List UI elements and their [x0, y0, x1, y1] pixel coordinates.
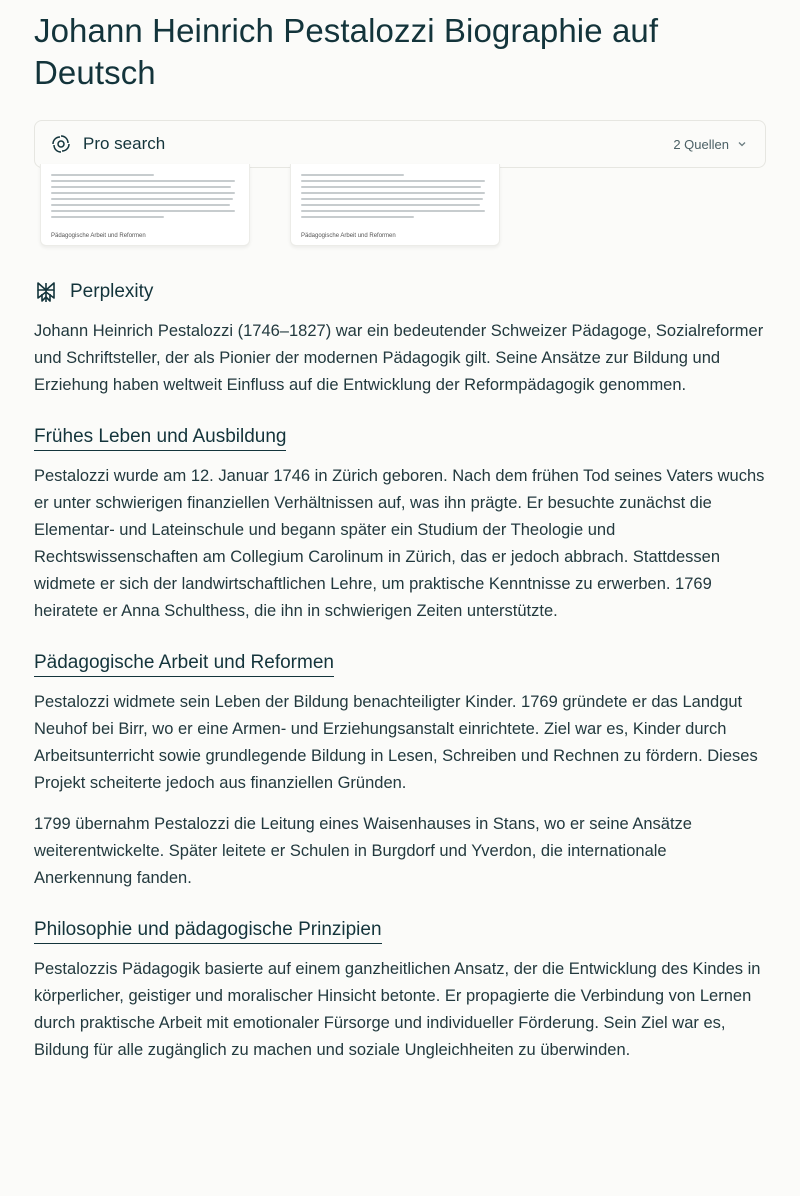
section-early-life: [34, 425, 766, 625]
section-paragraph: Pestalozzis Pädagogik basierte auf einem ganzheitlichen Ansatz, der die Entwicklung des Kindes in körperlicher, geistiger und moralischer Hinsicht betonte. Er propagierte die Verbindung von Lernen durch praktische Arbeit mit emotionaler Fürsorge und individueller Förderung. Sein Ziel war es, Bildung für alle zugänglich zu machen und soziale Ungleichheiten zu überwinden.: [34, 960, 761, 1059]
pro-search-icon: [51, 133, 73, 155]
pro-search-label: Pro search: [83, 134, 166, 153]
section-philosophy: [34, 918, 766, 1064]
pro-search-bar[interactable]: [34, 120, 766, 168]
source-thumbnail[interactable]: [290, 164, 500, 246]
page-title: Johann Heinrich Pestalozzi Biographie auf Deutsch: [34, 12, 659, 91]
intro-paragraph: Johann Heinrich Pestalozzi (1746–1827) war ein bedeutender Schweizer Pädagoge, Sozialreformer und Schriftsteller, der als Pionier der modernen Pädagogik gilt. Seine Ansätze zur Bildung und Erziehung haben weltweit Einfluss auf die Entwicklung der Reformpädagogik genommen.: [34, 322, 764, 394]
section-paragraph: Pestalozzi widmete sein Leben der Bildung benachteiligter Kinder. 1769 gründete er das Landgut Neuhof bei Birr, wo er eine Armen- und Erziehungsanstalt einrichtete. Ziel war es, Kinder durch Arbeitsunterricht sowie grundlegende Bildung in Lesen, Schreiben und Rechnen zu fördern. Dieses Projekt scheiterte jedoch aus finanziellen Gründen.: [34, 693, 758, 792]
section-paragraph: Pestalozzi wurde am 12. Januar 1746 in Zürich geboren. Nach dem frühen Tod seines Vaters wuchs er unter schwierigen finanziellen Verhältnissen auf, was ihn prägte. Er besuchte zunächst die Elementar- und Lateinschule und begann später ein Studium der Theologie und Rechtswissenschaften am Collegium Carolinum in Zürich, das er jedoch abbrach. Stattdessen widmete er sich der landwirtschaftlichen Lehre, um praktische Kenntnisse zu erwerben. 1769 heiratete er Anna Schulthess, die ihn in schwierigen Zeiten unterstützte.: [34, 467, 765, 620]
perplexity-logo-icon: [34, 280, 58, 304]
answer-header: [34, 280, 766, 304]
chevron-down-icon: [737, 138, 749, 150]
sources-dropdown[interactable]: [673, 137, 749, 152]
section-pedagogical-work: [34, 651, 766, 892]
sources-count: 2 Quellen: [673, 136, 729, 152]
section-heading: Pädagogische Arbeit und Reformen: [34, 651, 334, 677]
thumbnail-caption: Pädagogische Arbeit und Reformen: [51, 233, 146, 239]
section-paragraph: 1799 übernahm Pestalozzi die Leitung eines Waisenhauses in Stans, wo er seine Ansätze weiterentwickelte. Später leitete er Schulen in Burgdorf und Yverdon, die internationale Anerkennung fanden.: [34, 815, 692, 887]
source-thumbnail[interactable]: [40, 164, 250, 246]
thumbnail-caption: Pädagogische Arbeit und Reformen: [301, 233, 396, 239]
section-heading: Frühes Leben und Ausbildung: [34, 425, 286, 451]
brand-name: Perplexity: [70, 281, 154, 302]
source-thumbnails: [34, 164, 766, 250]
section-heading: Philosophie und pädagogische Prinzipien: [34, 918, 382, 944]
